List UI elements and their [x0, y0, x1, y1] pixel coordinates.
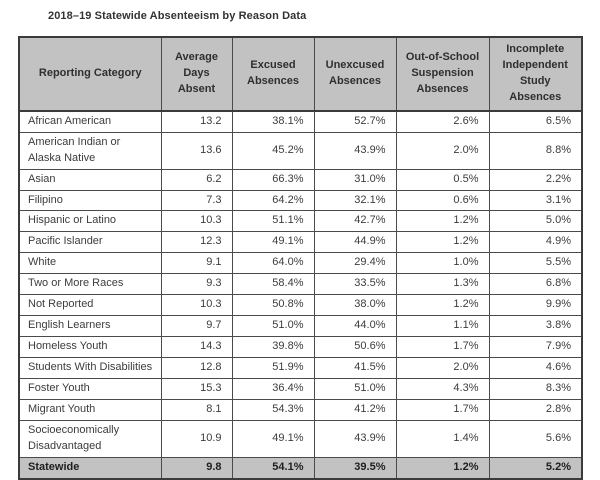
value-cell: 5.6% — [489, 420, 582, 457]
category-cell: Asian — [19, 169, 161, 190]
table-row — [19, 232, 582, 253]
value-cell: 1.7% — [396, 337, 489, 358]
value-cell: 58.4% — [232, 274, 314, 295]
value-cell: 15.3 — [161, 378, 232, 399]
value-cell: 50.6% — [314, 337, 396, 358]
value-cell: 5.0% — [489, 211, 582, 232]
value-cell: 9.3 — [161, 274, 232, 295]
table-row — [19, 111, 582, 132]
value-cell: 1.7% — [396, 399, 489, 420]
table-row — [19, 169, 582, 190]
value-cell: 9.1 — [161, 253, 232, 274]
table-row — [19, 358, 582, 379]
value-cell: 42.7% — [314, 211, 396, 232]
value-cell: 31.0% — [314, 169, 396, 190]
value-cell: 9.8 — [161, 457, 232, 478]
value-cell: 64.0% — [232, 253, 314, 274]
category-cell: Hispanic or Latino — [19, 211, 161, 232]
category-cell: Not Reported — [19, 295, 161, 316]
value-cell: 8.1 — [161, 399, 232, 420]
value-cell: 49.1% — [232, 420, 314, 457]
value-cell: 6.5% — [489, 111, 582, 132]
absenteeism-table — [18, 36, 583, 480]
value-cell: 1.2% — [396, 232, 489, 253]
value-cell: 9.7 — [161, 316, 232, 337]
column-header: Incomplete Independent Study Absences — [489, 37, 582, 111]
value-cell: 1.3% — [396, 274, 489, 295]
value-cell: 39.8% — [232, 337, 314, 358]
category-cell: Migrant Youth — [19, 399, 161, 420]
table-row — [19, 190, 582, 211]
value-cell: 5.2% — [489, 457, 582, 478]
value-cell: 13.2 — [161, 111, 232, 132]
table-header-row — [19, 37, 582, 111]
page-title: 2018–19 Statewide Absenteeism by Reason Data — [48, 10, 307, 22]
value-cell: 2.0% — [396, 358, 489, 379]
value-cell: 1.1% — [396, 316, 489, 337]
value-cell: 2.0% — [396, 132, 489, 169]
value-cell: 8.8% — [489, 132, 582, 169]
table-row — [19, 295, 582, 316]
value-cell: 50.8% — [232, 295, 314, 316]
value-cell: 33.5% — [314, 274, 396, 295]
value-cell: 0.5% — [396, 169, 489, 190]
value-cell: 13.6 — [161, 132, 232, 169]
value-cell: 44.9% — [314, 232, 396, 253]
table-row — [19, 399, 582, 420]
value-cell: 10.9 — [161, 420, 232, 457]
column-header: Out-of-School Suspension Absences — [396, 37, 489, 111]
value-cell: 9.9% — [489, 295, 582, 316]
value-cell: 45.2% — [232, 132, 314, 169]
value-cell: 41.2% — [314, 399, 396, 420]
value-cell: 12.8 — [161, 358, 232, 379]
category-cell: American Indian or Alaska Native — [19, 132, 161, 169]
table-body — [19, 111, 582, 479]
value-cell: 2.8% — [489, 399, 582, 420]
value-cell: 7.9% — [489, 337, 582, 358]
column-header: Unexcused Absences — [314, 37, 396, 111]
value-cell: 36.4% — [232, 378, 314, 399]
category-cell: Socioeconomically Disadvantaged — [19, 420, 161, 457]
table-row — [19, 132, 582, 169]
table-row — [19, 211, 582, 232]
value-cell: 4.3% — [396, 378, 489, 399]
value-cell: 32.1% — [314, 190, 396, 211]
category-cell: African American — [19, 111, 161, 132]
value-cell: 44.0% — [314, 316, 396, 337]
value-cell: 64.2% — [232, 190, 314, 211]
table-row — [19, 420, 582, 457]
value-cell: 43.9% — [314, 420, 396, 457]
value-cell: 2.2% — [489, 169, 582, 190]
table-row — [19, 337, 582, 358]
table-row — [19, 316, 582, 337]
value-cell: 1.2% — [396, 211, 489, 232]
value-cell: 14.3 — [161, 337, 232, 358]
column-header: Excused Absences — [232, 37, 314, 111]
column-header: Average Days Absent — [161, 37, 232, 111]
statewide-total-row — [19, 457, 582, 478]
value-cell: 41.5% — [314, 358, 396, 379]
value-cell: 66.3% — [232, 169, 314, 190]
value-cell: 10.3 — [161, 295, 232, 316]
value-cell: 4.9% — [489, 232, 582, 253]
category-cell: Two or More Races — [19, 274, 161, 295]
value-cell: 51.0% — [232, 316, 314, 337]
value-cell: 52.7% — [314, 111, 396, 132]
value-cell: 6.2 — [161, 169, 232, 190]
value-cell: 10.3 — [161, 211, 232, 232]
value-cell: 8.3% — [489, 378, 582, 399]
category-cell: English Learners — [19, 316, 161, 337]
value-cell: 3.1% — [489, 190, 582, 211]
value-cell: 38.1% — [232, 111, 314, 132]
category-cell: Homeless Youth — [19, 337, 161, 358]
value-cell: 51.0% — [314, 378, 396, 399]
value-cell: 7.3 — [161, 190, 232, 211]
value-cell: 1.4% — [396, 420, 489, 457]
value-cell: 1.2% — [396, 295, 489, 316]
value-cell: 1.2% — [396, 457, 489, 478]
table-row — [19, 253, 582, 274]
value-cell: 54.1% — [232, 457, 314, 478]
category-cell: Pacific Islander — [19, 232, 161, 253]
category-cell: Students With Disabilities — [19, 358, 161, 379]
value-cell: 5.5% — [489, 253, 582, 274]
value-cell: 43.9% — [314, 132, 396, 169]
value-cell: 54.3% — [232, 399, 314, 420]
category-cell: Statewide — [19, 457, 161, 478]
value-cell: 51.1% — [232, 211, 314, 232]
table-row — [19, 274, 582, 295]
value-cell: 2.6% — [396, 111, 489, 132]
category-cell: White — [19, 253, 161, 274]
column-header: Reporting Category — [19, 37, 161, 111]
category-cell: Foster Youth — [19, 378, 161, 399]
value-cell: 12.3 — [161, 232, 232, 253]
value-cell: 0.6% — [396, 190, 489, 211]
value-cell: 39.5% — [314, 457, 396, 478]
value-cell: 3.8% — [489, 316, 582, 337]
table-row — [19, 378, 582, 399]
value-cell: 1.0% — [396, 253, 489, 274]
value-cell: 51.9% — [232, 358, 314, 379]
value-cell: 49.1% — [232, 232, 314, 253]
value-cell: 6.8% — [489, 274, 582, 295]
value-cell: 4.6% — [489, 358, 582, 379]
category-cell: Filipino — [19, 190, 161, 211]
value-cell: 29.4% — [314, 253, 396, 274]
value-cell: 38.0% — [314, 295, 396, 316]
